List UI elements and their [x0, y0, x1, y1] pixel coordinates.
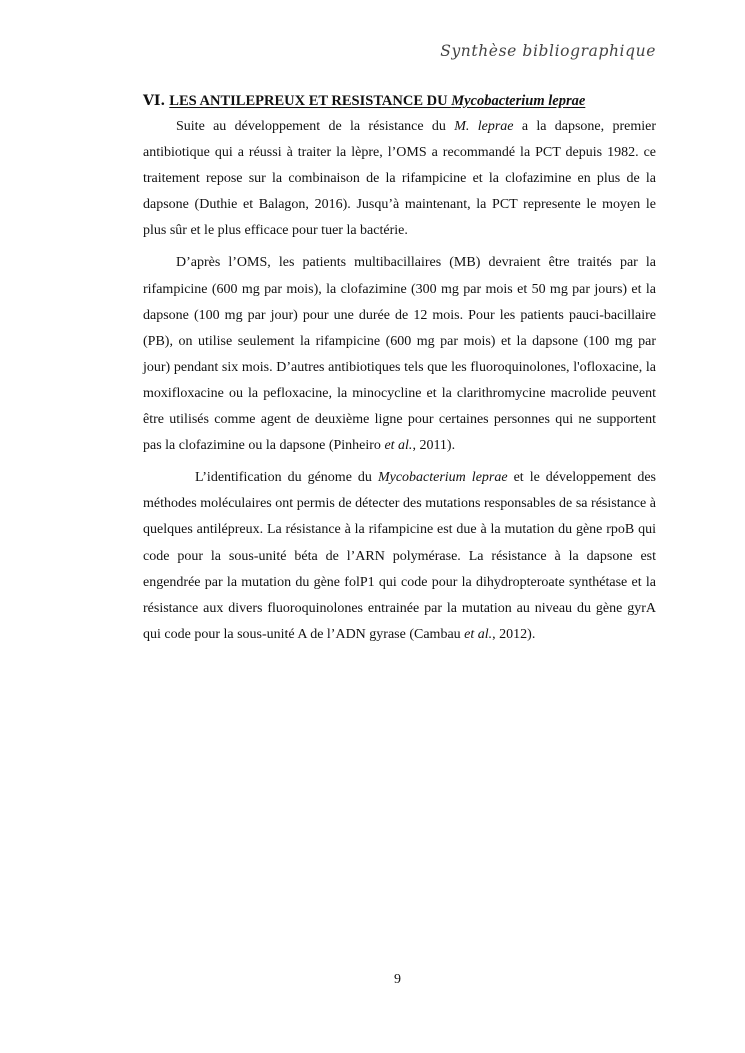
running-header: Synthèse bibliographique	[440, 42, 656, 60]
paragraph-1-part-b: a la dapsone, premier antibiotique qui a réussi à traiter la lèpre, l’OMS a recommandé la PCT depuis 1982. ce traitement repose sur la combinaison de la rifampicine et la clofazimine en plus de la dapsone (Duthie et Balagon, 2016). Jusqu’à maintenant, la PCT represente le moyen le plus sûr et le plus efficace pour tuer la bactérie.	[143, 119, 656, 239]
paragraph-3-part-a: L’identification du génome du	[195, 470, 378, 486]
paragraph-1-part-a: Suite au développement de la résistance du	[176, 119, 455, 134]
paragraph-2-part-a: D’après l’OMS, les patients multibacillaires (MB) devraient être traités par la rifampicine (600 mg par mois), la clofazimine (300 mg par mois et 50 mg par jours) et la dapsone (100 mg par jour) pour une durée de 12 mois. Pour les patients pauci-bacillaire (PB), on utilise seulement la rifampicine (600 mg par mois) et la dapsone (100 mg par jour) pendant six mois. D’autres antibiotiques tels que les fluoroquinolones, l'ofloxacine, la moxifloxacine ou la pefloxacine, la minocycline et la clarithromycine macrolide peuvent être utilisés comme agent de deuxième ligne pour certaines personnes qui ne supportent pas la clofazimine ou la dapsone (Pinheiro	[143, 255, 656, 454]
paragraph-3	[143, 465, 656, 648]
paragraph-3-part-b: et le développement des méthodes moléculaires ont permis de détecter des mutations responsables de sa résistance à quelques antilépreux. La résistance à la rifampicine est due à la mutation du gène rpoB qui code pour la sous-unité béta de l’ARN polymérase. La résistance à la dapsone est engendrée par la mutation du gène folP1 qui code pour la dihydropteroate synthétase et la résistance aux divers fluoroquinolones entrainée par la mutation au niveau du gène gyrA qui code pour la sous-unité A de l’ADN gyrase (Cambau	[143, 470, 657, 642]
paragraph-3-etal: et al.	[464, 626, 493, 642]
page-number: 9	[394, 972, 401, 987]
paragraph-1-species: M. leprae	[454, 119, 514, 134]
section-title-species: Mycobacterium leprae	[451, 93, 586, 109]
paragraph-3-species: Mycobacterium leprae	[377, 470, 508, 486]
section-heading	[143, 88, 656, 114]
section-title	[169, 93, 585, 109]
paragraph-2-etal: et al.	[384, 438, 413, 454]
page-body	[143, 88, 656, 648]
paragraph-1	[143, 114, 656, 244]
section-title-prefix: LES ANTILEPREUX ET RESISTANCE DU	[169, 93, 452, 109]
paragraph-2-part-b: , 2011).	[412, 438, 456, 454]
section-number: VI.	[143, 93, 166, 109]
paragraph-3-part-c: , 2012).	[492, 626, 536, 642]
paragraph-2	[143, 250, 656, 459]
